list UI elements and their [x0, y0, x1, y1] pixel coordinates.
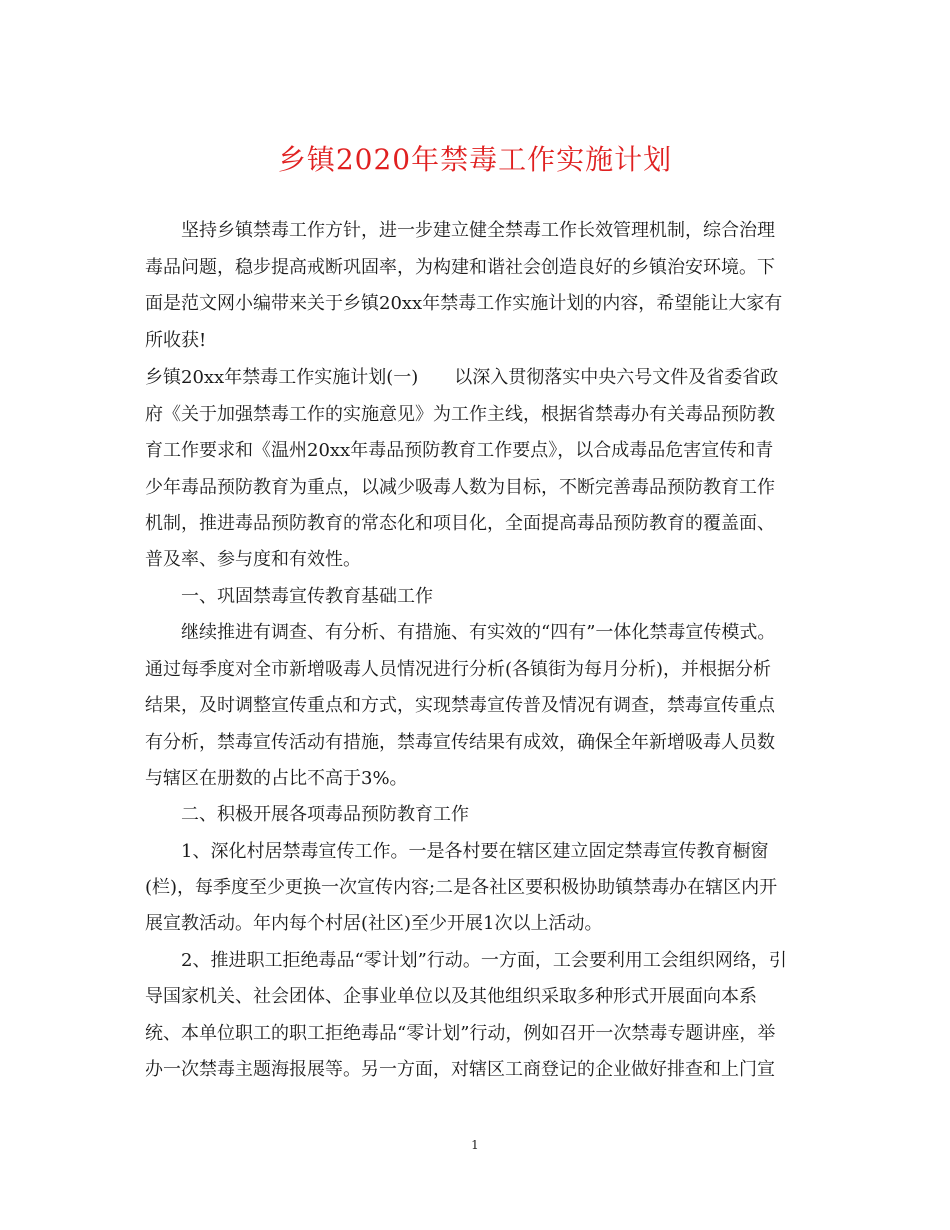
body-line: 毒品问题，稳步提高戒断巩固率，为构建和谐社会创造良好的乡镇治安环境。下: [145, 257, 775, 278]
body-line: 展宣教活动。年内每个村居(社区)至少开展1次以上活动。: [145, 913, 603, 934]
body-line: 坚持乡镇禁毒工作方针，进一步建立健全禁毒工作长效管理机制，综合治理: [145, 220, 775, 241]
page-number: 1: [471, 1138, 479, 1152]
body-line: (栏)，每季度至少更换一次宣传内容;二是各社区要积极协助镇禁毒办在辖区内开: [145, 877, 778, 898]
body-line: 面是范文网小编带来关于乡镇20xx年禁毒工作实施计划的内容，希望能让大家有: [145, 293, 783, 314]
body-line: 府《关于加强禁毒工作的实施意见》为工作主线，根据省禁毒办有关毒品预防教: [145, 404, 775, 425]
body-line: 乡镇20xx年禁毒工作实施计划(一) 以深入贯彻落实中央六号文件及省委省政: [145, 367, 779, 388]
body-line: 普及率、参与度和有效性。: [145, 549, 361, 570]
body-line: 少年毒品预防教育为重点，以减少吸毒人数为目标，不断完善毒品预防教育工作: [145, 477, 775, 498]
section-heading: 二、积极开展各项毒品预防教育工作: [145, 804, 469, 825]
body-line: 办一次禁毒主题海报展等。另一方面，对辖区工商登记的企业做好排查和上门宣: [145, 1059, 775, 1080]
body-line: 结果，及时调整宣传重点和方式，实现禁毒宣传普及情况有调查，禁毒宣传重点: [145, 695, 775, 716]
body-line: 有分析，禁毒宣传活动有措施，禁毒宣传结果有成效，确保全年新增吸毒人员数: [145, 732, 775, 753]
body-line: 继续推进有调查、有分析、有措施、有实效的“四有”一体化禁毒宣传模式。: [145, 622, 776, 643]
body-line: 机制，推进毒品预防教育的常态化和项目化，全面提高毒品预防教育的覆盖面、: [145, 513, 775, 534]
body-line: 所收获!: [145, 330, 207, 351]
body-line: 与辖区在册数的占比不高于3%。: [145, 768, 408, 789]
body-line: 通过每季度对全市新增吸毒人员情况进行分析(各镇街为每月分析)，并根据分析: [145, 659, 772, 680]
body-line: 统、本单位职工的职工拒绝毒品“零计划”行动，例如召开一次禁毒专题讲座，举: [145, 1023, 776, 1044]
body-line: 育工作要求和《温州20xx年毒品预防教育工作要点》，以合成毒品危害宣传和青: [145, 440, 774, 461]
document-title: 乡镇2020年禁毒工作实施计划: [277, 143, 673, 176]
section-heading: 一、巩固禁毒宣传教育基础工作: [145, 586, 433, 607]
body-line: 2、推进职工拒绝毒品“零计划”行动。一方面，工会要利用工会组织网络，引: [145, 950, 787, 971]
body-line: 导国家机关、社会团体、企事业单位以及其他组织采取多种形式开展面向本系: [145, 986, 757, 1007]
body-line: 1、深化村居禁毒宣传工作。一是各村要在辖区建立固定禁毒宣传教育橱窗: [145, 841, 769, 862]
